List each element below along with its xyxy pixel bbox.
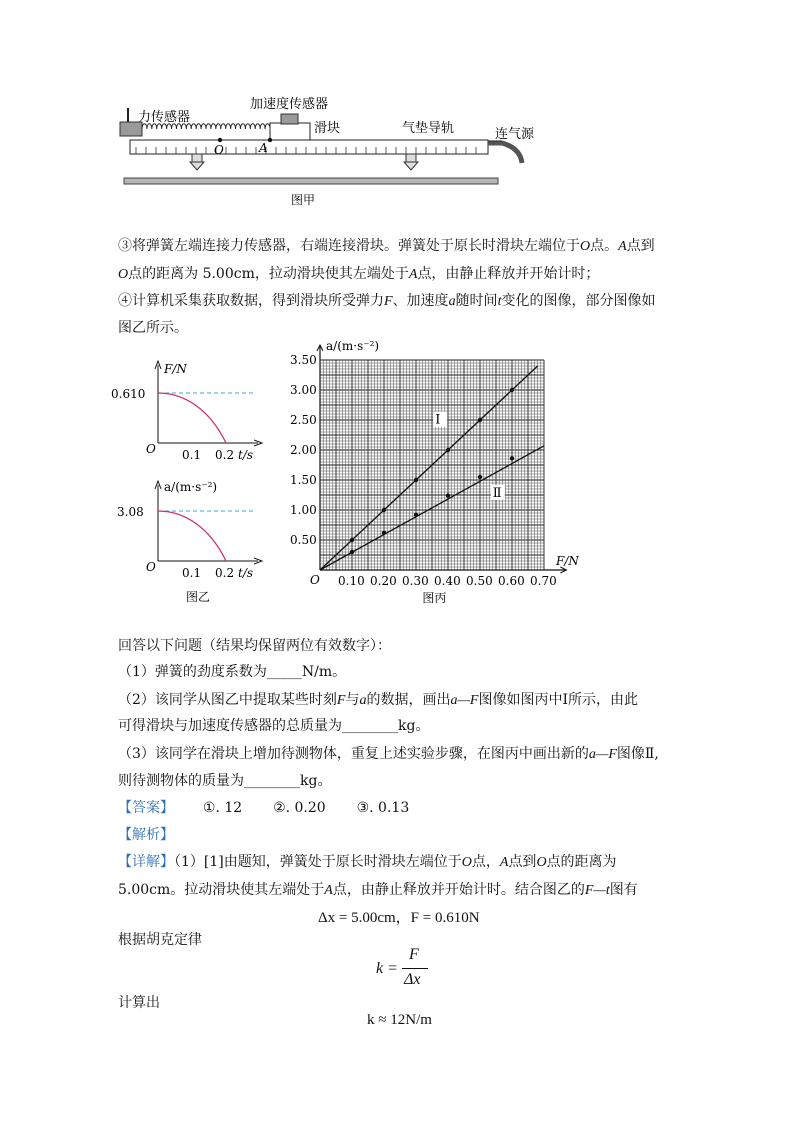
a-curve bbox=[158, 511, 226, 561]
var-o: O bbox=[118, 267, 129, 282]
apparatus-figure bbox=[110, 88, 560, 208]
detail-line2 bbox=[118, 880, 638, 901]
y-axis-label: a/(m·s⁻²) bbox=[326, 339, 380, 353]
detail-line1 bbox=[118, 852, 617, 873]
var-t: t bbox=[497, 294, 502, 309]
question-2-line1 bbox=[118, 690, 638, 711]
step3-line2 bbox=[118, 264, 599, 285]
text: 点的距离为 bbox=[546, 854, 617, 870]
var-af: a—F bbox=[450, 693, 479, 708]
questions-intro: 回答以下问题（结果均保留两位有效数字）： bbox=[118, 638, 391, 654]
series-1-point bbox=[414, 478, 418, 482]
text: 5.00cm。拉动滑块使其左端处于 bbox=[118, 882, 325, 898]
question-3-line2: 则待测物体的质量为________kg。 bbox=[118, 773, 332, 789]
var-a: A bbox=[408, 267, 418, 282]
formula-numerator: F bbox=[409, 946, 419, 963]
tick-0.1: 0.1 bbox=[182, 448, 202, 462]
y-value: 3.08 bbox=[117, 505, 144, 519]
series-2-point bbox=[414, 513, 418, 517]
y-tick-label: 3.50 bbox=[290, 353, 317, 367]
f-curve bbox=[158, 393, 226, 443]
text: ④计算机采集获取数据，得到滑块所受弹力 bbox=[118, 293, 384, 309]
graph-a-t bbox=[117, 480, 262, 580]
text: 点到 bbox=[508, 854, 537, 870]
var-o: O bbox=[580, 239, 591, 254]
answer-line bbox=[118, 798, 409, 818]
var-a: A bbox=[618, 239, 627, 254]
fig-bing-chart bbox=[280, 335, 600, 610]
air-track bbox=[130, 140, 488, 154]
question-3-line1 bbox=[118, 744, 659, 765]
var-f: F bbox=[336, 693, 346, 708]
text: （2）该同学从图乙中提取某些时刻 bbox=[118, 692, 337, 708]
fig-yi bbox=[111, 355, 280, 610]
text: 随时间 bbox=[455, 293, 498, 309]
answer-3: ③. 0.13 bbox=[356, 800, 410, 816]
text: 图有 bbox=[609, 882, 638, 898]
point-o-dot bbox=[218, 138, 222, 142]
question-2-line2: 可得滑块与加速度传感器的总质量为________kg。 bbox=[118, 718, 430, 734]
text: 图像如图丙中Ⅰ所示，由此 bbox=[478, 692, 639, 708]
var-a: A bbox=[499, 855, 509, 870]
series-1-point bbox=[478, 418, 482, 422]
xlabel: t/s bbox=[238, 566, 254, 580]
text: 、加速度 bbox=[392, 293, 449, 309]
series-2-point bbox=[350, 550, 354, 554]
y-tick-label: 1.50 bbox=[290, 473, 317, 487]
var-a: a bbox=[448, 294, 456, 309]
series-1-point bbox=[446, 448, 450, 452]
y-value: 0.610 bbox=[111, 387, 146, 401]
tick-0.2: 0.2 bbox=[215, 566, 235, 580]
text: 点，由静止释放并开始计时； bbox=[417, 266, 600, 282]
var-o: O bbox=[461, 855, 472, 870]
text: 点到 bbox=[626, 238, 655, 254]
origin-label: O bbox=[310, 573, 320, 587]
analysis-tag: 【解析】 bbox=[118, 827, 174, 843]
label-force-sensor: 力传感器 bbox=[138, 110, 191, 125]
text: 点，由静止释放并开始计时。结合图乙的 bbox=[332, 882, 585, 898]
answer-2: ②. 0.20 bbox=[273, 800, 326, 816]
text: 点的距离为 5.00cm，拉动滑块使其左端处于 bbox=[128, 266, 409, 282]
origin: O bbox=[146, 442, 156, 456]
x-tick-label: 0.30 bbox=[402, 574, 429, 588]
caption-fig-jia: 图甲 bbox=[291, 193, 316, 207]
result-k: k ≈ 12N/m bbox=[367, 1012, 432, 1028]
y-tick-label: 1.00 bbox=[290, 503, 317, 517]
var-a: A bbox=[324, 883, 333, 898]
y-tick-label: 2.50 bbox=[290, 413, 317, 427]
answer-tag: 【答案】 bbox=[118, 800, 174, 816]
x-tick-label: 0.50 bbox=[466, 574, 493, 588]
x-axis-label: F/N bbox=[556, 554, 579, 568]
x-tick-label: 0.20 bbox=[370, 574, 397, 588]
air-hose bbox=[488, 143, 522, 163]
text: 与 bbox=[345, 692, 360, 708]
series-label-2: Ⅱ bbox=[492, 485, 502, 501]
label-point-a: A bbox=[259, 141, 268, 155]
y-tick-label: 2.00 bbox=[290, 443, 317, 457]
text: 点， bbox=[471, 854, 500, 870]
text: ③将弹簧左端连接力传感器，右端连接滑块。弹簧处于原长时滑块左端位于 bbox=[118, 238, 580, 254]
text: 的数据，画出 bbox=[366, 692, 451, 708]
var-o: O bbox=[536, 855, 547, 870]
label-point-o: O bbox=[214, 143, 224, 157]
y-tick-label: 0.50 bbox=[290, 533, 317, 547]
text: （3）该同学在滑块上增加待测物体，重复上述实验步骤，在图丙中画出新的 bbox=[118, 746, 589, 762]
x-tick-label: 0.10 bbox=[338, 574, 365, 588]
base-plate bbox=[124, 178, 498, 184]
equation-dx-f: Δx = 5.00cm，F = 0.610N bbox=[318, 910, 480, 926]
x-tick-label: 0.40 bbox=[434, 574, 461, 588]
var-af: a—F bbox=[588, 747, 617, 762]
caption-fig-yi: 图乙 bbox=[186, 590, 211, 604]
text: 点。 bbox=[590, 238, 619, 254]
series-1-point bbox=[382, 508, 386, 512]
calc-label: 计算出 bbox=[118, 995, 160, 1011]
var-a: a bbox=[359, 693, 367, 708]
var-ft: F—t bbox=[584, 883, 610, 898]
detail-tag: 【详解】 bbox=[118, 854, 174, 870]
x-tick-label: 0.70 bbox=[530, 574, 557, 588]
answer-1: ①. 12 bbox=[202, 800, 243, 816]
chart-caption: 图丙 bbox=[422, 591, 447, 605]
x-tick-label: 0.60 bbox=[498, 574, 525, 588]
var-f: F bbox=[384, 294, 393, 309]
series-2-point bbox=[446, 493, 450, 497]
graph-f-t bbox=[111, 361, 262, 462]
ylabel: F/N bbox=[164, 362, 187, 376]
series-1-point bbox=[350, 538, 354, 542]
text: 图像Ⅱ, bbox=[616, 746, 659, 762]
label-air-track: 气垫导轨 bbox=[402, 121, 455, 136]
series-2-point bbox=[510, 456, 514, 460]
formula-lhs: k = bbox=[376, 960, 398, 977]
ylabel: a/(m·s⁻²) bbox=[164, 480, 218, 494]
track-feet bbox=[190, 154, 418, 170]
point-a-dot bbox=[268, 138, 272, 142]
xlabel: t/s bbox=[238, 448, 254, 462]
fraction-bar bbox=[402, 968, 428, 969]
step4-line2: 图乙所示。 bbox=[118, 320, 188, 336]
series-label-1: Ⅰ bbox=[435, 412, 441, 428]
formula-denominator: Δx bbox=[404, 971, 421, 988]
question-1: （1）弹簧的劲度系数为_____N/m。 bbox=[118, 664, 347, 680]
series-1-point bbox=[510, 388, 514, 392]
tick-0.2: 0.2 bbox=[215, 448, 235, 462]
step4-line1 bbox=[118, 291, 655, 312]
text: （1）[1]由题知，弹簧处于原长时滑块左端位于 bbox=[174, 854, 462, 870]
label-air-source: 连气源 bbox=[495, 127, 535, 142]
origin: O bbox=[146, 560, 156, 574]
tick-0.1: 0.1 bbox=[182, 566, 202, 580]
series-2-point bbox=[478, 475, 482, 479]
y-tick-label: 3.00 bbox=[290, 383, 317, 397]
label-slider: 滑块 bbox=[314, 121, 341, 136]
series-2-point bbox=[382, 531, 386, 535]
step3-line1 bbox=[118, 236, 655, 257]
hooke-law-label: 根据胡克定律 bbox=[118, 932, 202, 948]
accel-sensor-block bbox=[281, 114, 298, 124]
chart-labels bbox=[290, 339, 579, 605]
text: 变化的图像，部分图像如 bbox=[501, 293, 656, 309]
label-accel-sensor: 加速度传感器 bbox=[250, 97, 329, 112]
